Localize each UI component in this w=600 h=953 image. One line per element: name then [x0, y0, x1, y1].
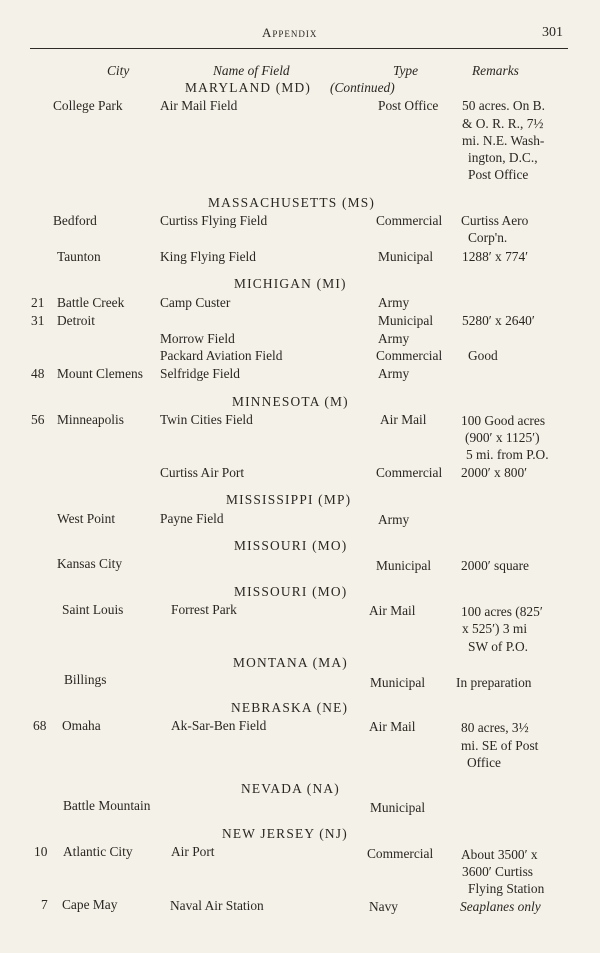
state-heading: MICHIGAN (MI): [234, 276, 347, 291]
remarks-line: In preparation: [456, 675, 532, 690]
remarks-line: ington, D.C.,: [468, 150, 538, 165]
city-cell: Atlantic City: [63, 844, 133, 859]
city-cell: Billings: [64, 672, 107, 687]
row-number: 68: [33, 718, 47, 733]
field-cell: Twin Cities Field: [160, 412, 253, 427]
remarks-line: 100 Good acres: [461, 413, 546, 428]
remarks-line: About 3500′ x: [461, 847, 538, 862]
city-cell: Saint Louis: [62, 602, 124, 617]
city-cell: Bedford: [53, 213, 97, 228]
state-heading: NEBRASKA (NE): [231, 700, 349, 715]
type-cell: Army: [378, 295, 410, 310]
remarks-line: Post Office: [468, 167, 529, 182]
type-cell: Commercial: [376, 348, 443, 363]
field-cell: Ak-Sar-Ben Field: [171, 718, 267, 733]
remarks-line: Seaplanes only: [460, 899, 541, 914]
remarks-line: 50 acres. On B.: [462, 98, 545, 113]
type-cell: Army: [378, 512, 410, 527]
city-cell: Minneapolis: [57, 412, 124, 427]
state-heading: MASSACHUSETTS (MS): [208, 195, 376, 210]
state-heading: MARYLAND (MD): [185, 80, 312, 95]
city-cell: Detroit: [57, 313, 95, 328]
field-cell: Payne Field: [160, 511, 224, 526]
row-number: 31: [31, 313, 45, 328]
field-cell: Naval Air Station: [170, 898, 264, 913]
remarks-line: 5280′ x 2640′: [462, 313, 535, 328]
city-cell: Battle Creek: [57, 295, 125, 310]
remarks-line: Curtiss Aero: [461, 213, 529, 228]
field-cell: King Flying Field: [160, 249, 256, 264]
city-cell: College Park: [53, 98, 123, 113]
continued-note: (Continued): [330, 80, 395, 95]
remarks-line: Office: [467, 755, 501, 770]
remarks-line: 100 acres (825′: [461, 604, 543, 619]
state-heading: MISSISSIPPI (MP): [226, 492, 352, 507]
type-cell: Army: [378, 366, 410, 381]
header-rule: [30, 48, 568, 49]
field-cell: Air Port: [171, 844, 215, 859]
remarks-line: mi. SE of Post: [461, 738, 539, 753]
city-cell: Kansas City: [57, 556, 123, 571]
row-number: 56: [31, 412, 45, 427]
type-cell: Air Mail: [369, 603, 416, 618]
type-cell: Air Mail: [369, 719, 416, 734]
remarks-line: 1288′ x 774′: [462, 249, 529, 264]
type-cell: Air Mail: [380, 412, 427, 427]
type-cell: Navy: [369, 899, 399, 914]
remarks-line: 5 mi. from P.O.: [466, 447, 549, 462]
row-number: 7: [41, 897, 48, 912]
field-cell: Selfridge Field: [160, 366, 240, 381]
state-heading: NEVADA (NA): [241, 781, 340, 796]
remarks-line: Good: [468, 348, 498, 363]
state-heading: MINNESOTA (M): [232, 394, 349, 409]
city-cell: Taunton: [57, 249, 101, 264]
column-header-field: Name of Field: [213, 63, 290, 78]
remarks-line: (900′ x 1125′): [465, 430, 540, 445]
row-number: 21: [31, 295, 45, 310]
field-cell: Curtiss Flying Field: [160, 213, 268, 228]
remarks-line: SW of P.O.: [468, 639, 529, 654]
remarks-line: x 525′) 3 mi: [462, 621, 528, 636]
remarks-line: mi. N.E. Wash-: [462, 133, 545, 148]
remarks-line: 2000′ x 800′: [461, 465, 528, 480]
type-cell: Army: [378, 331, 410, 346]
state-heading: NEW JERSEY (NJ): [222, 826, 348, 841]
column-header-city: City: [107, 63, 130, 78]
running-header: Appendix: [262, 25, 318, 40]
city-cell: Cape May: [62, 897, 118, 912]
city-cell: West Point: [57, 511, 116, 526]
remarks-line: Corp'n.: [468, 230, 508, 245]
city-cell: Mount Clemens: [57, 366, 143, 381]
field-cell: Curtiss Air Port: [160, 465, 245, 480]
state-heading: MISSOURI (MO): [234, 584, 348, 599]
remarks-line: 80 acres, 3½: [461, 720, 529, 735]
remarks-line: & O. R. R., 7½: [462, 116, 544, 131]
field-cell: Morrow Field: [160, 331, 235, 346]
field-cell: Camp Custer: [160, 295, 231, 310]
remarks-line: 2000′ square: [461, 558, 530, 573]
row-number: 48: [31, 366, 45, 381]
type-cell: Municipal: [370, 675, 426, 690]
field-cell: Forrest Park: [171, 602, 237, 617]
row-number: 10: [34, 844, 48, 859]
column-header-remarks: Remarks: [472, 63, 519, 78]
field-cell: Air Mail Field: [160, 98, 238, 113]
type-cell: Municipal: [378, 249, 434, 264]
column-header-type: Type: [393, 63, 419, 78]
remarks-line: 3600′ Curtiss: [462, 864, 534, 879]
type-cell: Municipal: [370, 800, 426, 815]
type-cell: Commercial: [376, 213, 443, 228]
city-cell: Battle Mountain: [63, 798, 151, 813]
field-cell: Packard Aviation Field: [160, 348, 283, 363]
page-number: 301: [542, 25, 563, 40]
remarks-line: Flying Station: [468, 881, 545, 896]
city-cell: Omaha: [62, 718, 101, 733]
type-cell: Commercial: [376, 465, 443, 480]
type-cell: Post Office: [378, 98, 439, 113]
state-heading: MONTANA (MA): [233, 655, 348, 670]
type-cell: Municipal: [378, 313, 434, 328]
type-cell: Municipal: [376, 558, 432, 573]
state-heading: MISSOURI (MO): [234, 538, 348, 553]
type-cell: Commercial: [367, 846, 434, 861]
